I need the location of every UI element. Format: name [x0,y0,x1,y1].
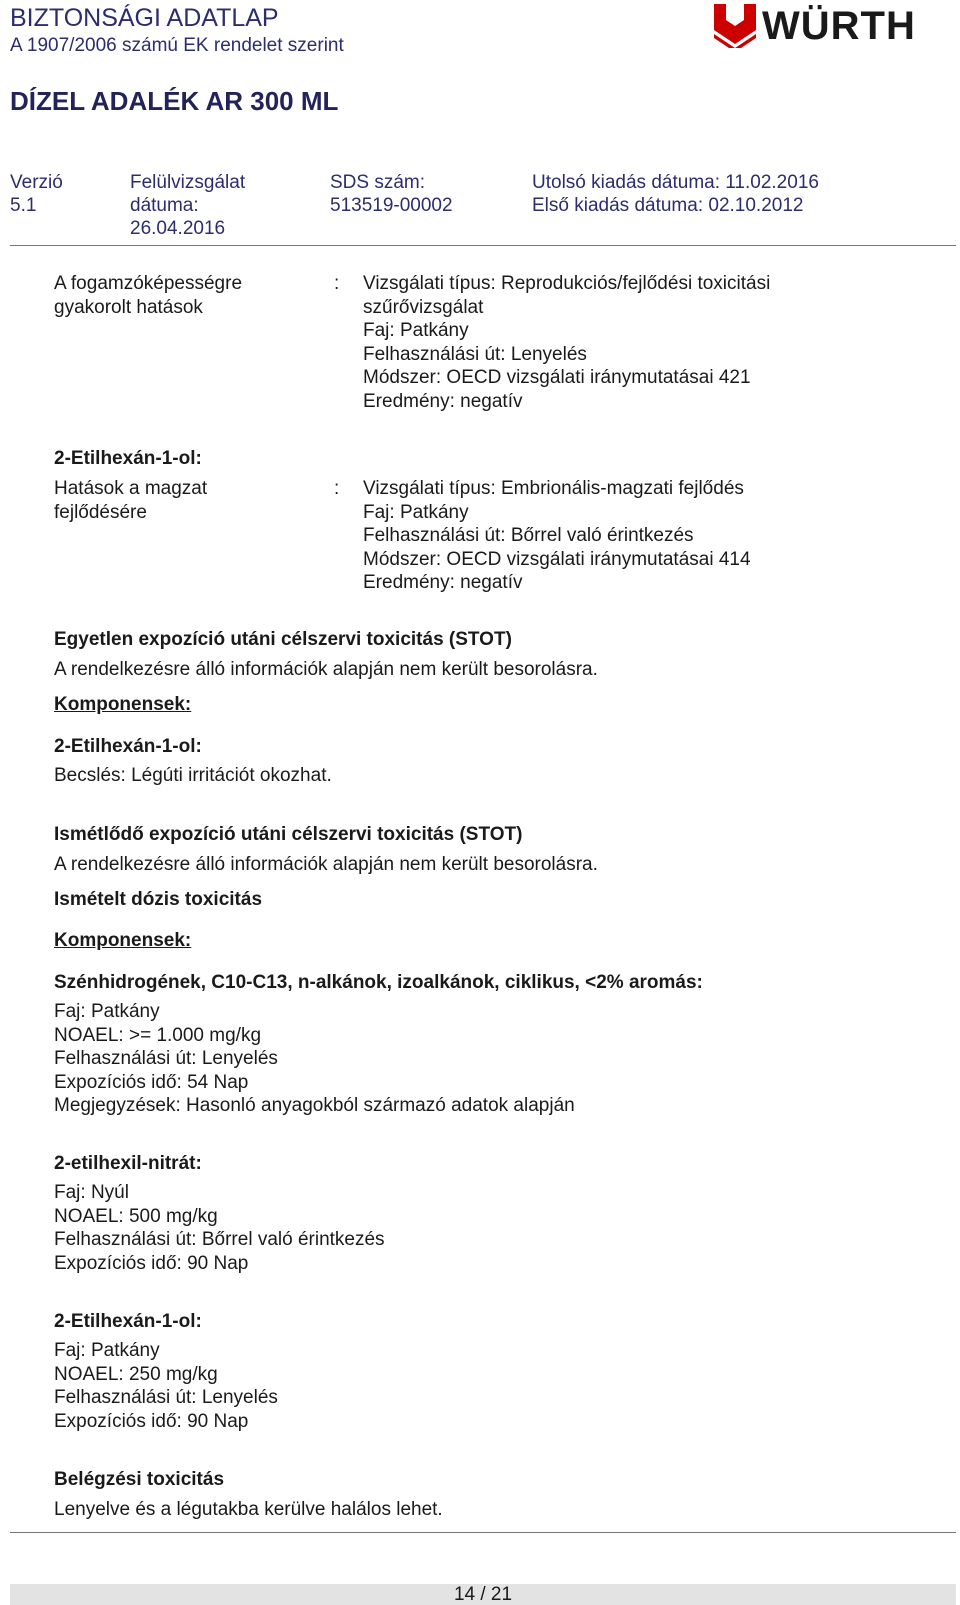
wurth-logo [714,4,934,48]
page-number: 14 / 21 [10,1584,956,1605]
sds-number: 513519-00002 [330,195,453,216]
fetal-component-name: 2-Etilhexán-1-ol: [54,448,202,469]
stot-single-heading: Egyetlen expozíció utáni célszervi toxicitás (STOT) [54,629,512,650]
component-details: Faj: Patkány NOAEL: >= 1.000 mg/kg Felhasználási út: Lenyelés Expozíciós idő: 54 Nap Megjegyzések: Hasonló anyagokból származó adatok alapján [54,1001,575,1116]
stot-single-text: A rendelkezésre álló információk alapján nem került besorolásra. [54,659,598,680]
version-label: Verzió [10,172,63,193]
fetal-colon: : [334,478,340,499]
component-name: Szénhidrogének, C10-C13, n-alkánok, izoalkánok, ciklikus, <2% aromás: [54,972,703,993]
fetal-details: Vizsgálati típus: Embrionális-magzati fejlődés Faj: Patkány Felhasználási út: Bőrrel való érintkezés Módszer: OECD vizsgálati iránymutatásai 414 Eredmény: negatív [363,478,751,593]
first-issue-date: Első kiadás dátuma: 02.10.2012 [532,195,804,216]
stot-single-component-name: 2-Etilhexán-1-ol: [54,736,202,757]
component-details: Faj: Nyúl NOAEL: 500 mg/kg Felhasználási út: Bőrrel való érintkezés Expozíciós idő: 90 Nap [54,1182,385,1274]
regulation-reference: A 1907/2006 számú EK rendelet szerint [10,35,344,56]
component-name: 2-etilhexil-nitrát: [54,1153,202,1174]
product-name: DÍZEL ADALÉK AR 300 ML [10,86,339,116]
aspiration-heading: Belégzési toxicitás [54,1469,225,1490]
revision-label-2: dátuma: [130,195,199,216]
last-issue-date: Utolsó kiadás dátuma: 11.02.2016 [532,172,819,193]
repro-label: A fogamzóképességre gyakorolt hatások [54,273,243,318]
document-type: BIZTONSÁGI ADATLAP [10,4,279,32]
footer-divider [10,1532,956,1533]
stot-single-components-label: Komponensek: [54,694,192,715]
brand-name: WÜRTH [762,4,916,48]
repro-details: Vizsgálati típus: Reprodukciós/fejlődési toxicitási szűrővizsgálat Faj: Patkány Felhasználási út: Lenyelés Módszer: OECD vizsgálati iránymutatásai 421 Eredmény: negatív [363,273,771,412]
repro-colon: : [334,273,340,294]
sds-label: SDS szám: [330,172,426,193]
repeated-dose-heading: Ismételt dózis toxicitás [54,889,263,910]
stot-single-assessment: Becslés: Légúti irritációt okozhat. [54,765,332,786]
repeated-dose-components-label: Komponensek: [54,930,192,951]
stot-repeat-text: A rendelkezésre álló információk alapján nem került besorolásra. [54,854,598,875]
component-details: Faj: Patkány NOAEL: 250 mg/kg Felhasználási út: Lenyelés Expozíciós idő: 90 Nap [54,1340,278,1432]
component-name: 2-Etilhexán-1-ol: [54,1311,202,1332]
wurth-logo-icon [714,4,756,48]
version-value: 5.1 [10,195,37,216]
header-divider [10,245,956,246]
revision-label: Felülvizsgálat [130,172,246,193]
fetal-label: Hatások a magzat fejlődésére [54,478,208,523]
aspiration-text: Lenyelve és a légutakba kerülve halálos lehet. [54,1499,443,1520]
stot-repeat-heading: Ismétlődő expozíció utáni célszervi toxicitás (STOT) [54,824,523,845]
revision-date: 26.04.2016 [130,218,226,239]
